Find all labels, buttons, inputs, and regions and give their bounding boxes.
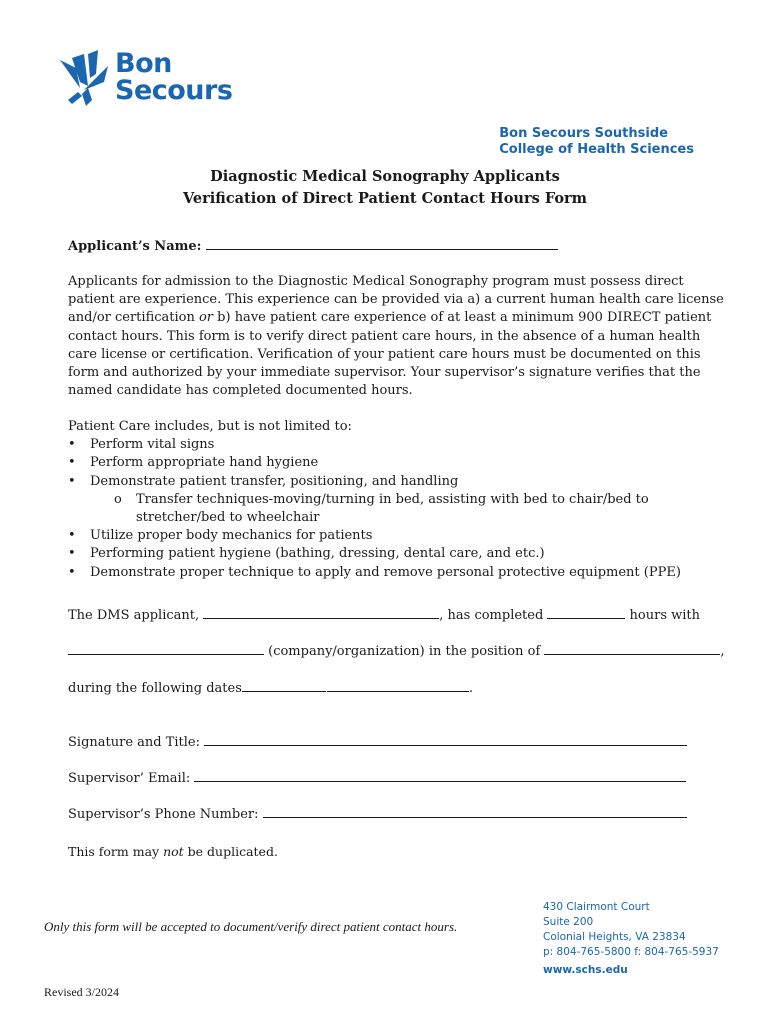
address-street: 430 Clairmont Court xyxy=(543,901,650,913)
form-title xyxy=(0,166,770,210)
revised-date: Revised 3/2024 xyxy=(44,985,119,999)
applicant-name-blank[interactable] xyxy=(203,605,439,619)
phone-row xyxy=(68,804,728,824)
patient-care-heading: Patient Care includes, but is not limited to: xyxy=(68,419,352,434)
college-line-2: College of Health Sciences xyxy=(499,142,694,157)
signature-row xyxy=(68,732,728,752)
email-label: Supervisor’ Email: xyxy=(68,771,191,786)
address-city: Colonial Heights, VA 23834 xyxy=(543,931,686,943)
applicant-name-label: Applicant’s Name: xyxy=(68,239,202,254)
title-line-1: Diagnostic Medical Sonography Applicants xyxy=(210,168,560,185)
company-blank[interactable] xyxy=(68,641,264,655)
list-item: • Utilize proper body mechanics for patients xyxy=(68,527,728,545)
website-link[interactable]: www.schs.edu xyxy=(543,964,628,976)
list-item: • Performing patient hygiene (bathing, dressing, dental care, and etc.) xyxy=(68,545,728,563)
company-position-row xyxy=(68,641,728,661)
dates-row xyxy=(68,678,728,698)
dup-not: not xyxy=(163,844,184,859)
duplication-note xyxy=(68,843,728,861)
college-name xyxy=(499,126,694,158)
phone-field[interactable] xyxy=(263,804,687,818)
signature-field[interactable] xyxy=(204,732,687,746)
email-field[interactable] xyxy=(194,768,686,782)
title-line-2: Verification of Direct Patient Contact Hours Form xyxy=(183,190,587,207)
intro-text-1: Applicants for admission to the Diagnostic Medical Sonography program must possess direct patient are experience. This experience can be provided via a) a current human health care license and/or certification xyxy=(68,274,724,326)
start-date-blank[interactable] xyxy=(242,678,326,692)
has-completed-text: , has completed xyxy=(439,608,548,623)
college-line-1: Bon Secours Southside xyxy=(499,126,668,141)
hours-with-text: hours with xyxy=(625,608,701,623)
logo-wordmark xyxy=(115,50,232,104)
end-date-blank[interactable] xyxy=(327,678,469,692)
signature-label: Signature and Title: xyxy=(68,735,201,750)
list-item: • Demonstrate patient transfer, positioning, and handling xyxy=(68,473,728,491)
intro-text-2: b) have patient care experience of at least a minimum 900 DIRECT patient contact hours. This form is to verify direct patient care hours, in the absence of a human health care license or certification. Verification of your patient care hours must be documented on this form and authorized by your immediate supervisor. Your supervisor’s signature verifies that the named candidate has completed documented hours. xyxy=(68,310,712,399)
email-row xyxy=(68,768,728,788)
list-item: • Perform vital signs xyxy=(68,436,728,454)
period: . xyxy=(468,681,474,696)
patient-care-section xyxy=(68,418,728,582)
dup-after: be duplicated. xyxy=(183,844,278,859)
logo-line-2: Secours xyxy=(115,75,233,106)
list-item: • Demonstrate proper technique to apply and remove personal protective equipment (PPE) xyxy=(68,564,728,582)
bon-secours-emblem-icon xyxy=(58,48,113,108)
dates-prefix: during the following dates xyxy=(68,681,242,696)
applicant-name-field[interactable] xyxy=(206,236,558,250)
position-blank[interactable] xyxy=(544,641,720,655)
college-address xyxy=(543,900,719,978)
company-text: (company/organization) in the position of xyxy=(264,644,545,659)
only-form-note: Only this form will be accepted to document/verify direct patient contact hours. xyxy=(44,919,458,934)
dup-before: This form may xyxy=(68,844,164,859)
applicant-hours-row xyxy=(68,605,728,625)
address-suite: Suite 200 xyxy=(543,916,594,928)
bon-secours-logo xyxy=(58,48,238,108)
logo-line-1: Bon xyxy=(115,48,172,79)
hours-blank[interactable] xyxy=(547,605,625,619)
list-item: • Perform appropriate hand hygiene xyxy=(68,454,728,472)
address-phone: p: 804-765-5800 f: 804-765-5937 xyxy=(543,946,719,958)
applicant-prefix: The DMS applicant, xyxy=(68,608,204,623)
intro-paragraph xyxy=(68,273,728,400)
applicant-name-row xyxy=(68,236,728,256)
comma: , xyxy=(720,644,725,659)
intro-or: or xyxy=(198,310,214,326)
sub-list-item: o Transfer techniques-moving/turning in bed, assisting with bed to chair/bed to stretcher/bed to wheelchair xyxy=(68,491,728,527)
phone-label: Supervisor’s Phone Number: xyxy=(68,807,259,822)
